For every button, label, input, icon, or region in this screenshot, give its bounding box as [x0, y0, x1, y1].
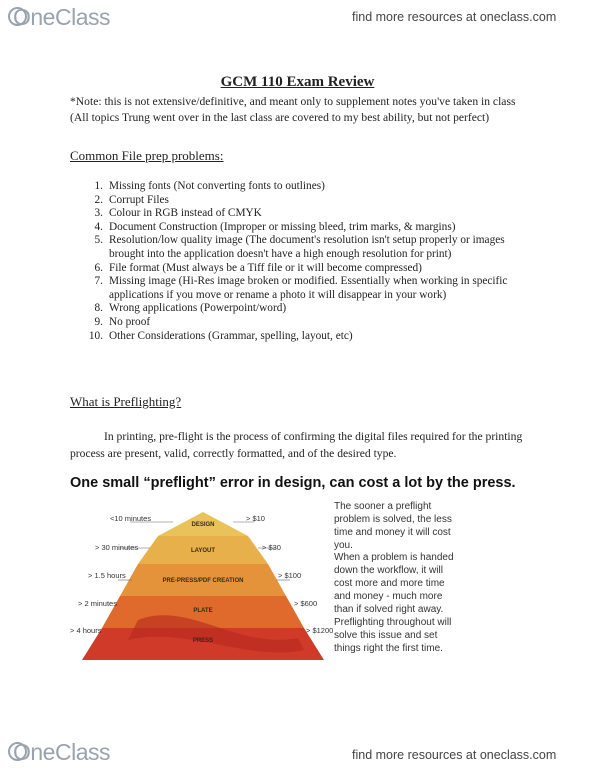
- cost-label: > $30: [262, 543, 281, 552]
- cost-label: > $100: [278, 571, 302, 580]
- tier-label-press: PRESS: [192, 638, 214, 644]
- cost-label: > $10: [246, 514, 265, 523]
- cost-label: > $600: [294, 599, 318, 608]
- list-item: 8. Wrong applications (Powerpoint/word): [94, 302, 287, 315]
- time-label: > 1.5 hours: [88, 571, 126, 580]
- list-item: 4. Document Construction (Improper or missing bleed, trim marks, & margins): [94, 220, 456, 233]
- file-prep-problem-list: [70, 180, 530, 343]
- figure-side-text-2: When a problem is handed down the workflow, it will cost more and more time and money - much more than if solved right away. Preflighting throughout will solve this issue and set things right the first time.: [334, 552, 454, 654]
- oneclass-logo-header[interactable]: [8, 4, 110, 31]
- note-line-2: (All topics Trung went over in the last class are covered to my best ability, but not perfect): [70, 111, 490, 124]
- note-line-1: *Note: this is not extensive/definitive, and meant only to supplement notes you've taken in class: [70, 95, 516, 108]
- time-label: > 30 minutes: [95, 543, 139, 552]
- figure-side-text-1: The sooner a preflight problem is solved, the less time and money it will cost you.: [334, 501, 452, 551]
- footer-resources-link[interactable]: find more resources at oneclass.com: [352, 748, 557, 762]
- list-item: 2. Corrupt Files: [94, 193, 169, 206]
- preflight-paragraph: In printing, pre-flight is the process of confirming the digital files required for the printing process are present, valid, correctly formatted, and of the desired type.: [70, 430, 523, 460]
- header-resources-link[interactable]: find more resources at oneclass.com: [352, 10, 557, 24]
- list-item: 1. Missing fonts (Not converting fonts to outlines): [94, 180, 325, 192]
- time-label: > 4 hours: [70, 626, 102, 635]
- tier-label-layout: LAYOUT: [190, 548, 216, 554]
- tier-label-plate: PLATE: [193, 608, 213, 614]
- oneclass-logo-footer[interactable]: [8, 739, 110, 766]
- list-item: 9. No proof: [94, 315, 151, 328]
- list-item: 5. Resolution/low quality image (The document's resolution isn't setup properly or images brought into the application doesn't have a high enough resolution for print): [94, 234, 505, 260]
- cost-label: > $1200: [306, 626, 334, 635]
- document-title: GCM 110 Exam Review: [220, 74, 375, 90]
- tier-label-design: DESIGN: [191, 522, 215, 528]
- time-label: <10 minutes: [110, 514, 152, 523]
- list-item: 6. File format (Must always be a Tiff file or it will become compressed): [94, 261, 422, 274]
- list-item: 3. Colour in RGB instead of CMYK: [94, 207, 262, 220]
- logo-text: OneClass: [13, 4, 110, 30]
- section-heading-preflighting: What is Preflighting?: [70, 394, 182, 409]
- section-heading-file-prep: Common File prep problems:: [70, 148, 224, 163]
- figure-banner: One small “preflight” error in design, can cost a lot by the press.: [70, 475, 516, 491]
- time-label: > 2 minutes: [78, 599, 117, 608]
- tier-label-prepress: PRE-PRESS/PDF CREATION: [162, 578, 244, 584]
- logo-text: OneClass: [13, 739, 110, 765]
- list-item: 7. Missing image (Hi-Res image broken or modified. Essentially when working in specific applications if you move or rename a photo it will disappear in your work): [94, 275, 508, 301]
- list-item: 10. Other Considerations (Grammar, spelling, layout, etc): [88, 329, 353, 342]
